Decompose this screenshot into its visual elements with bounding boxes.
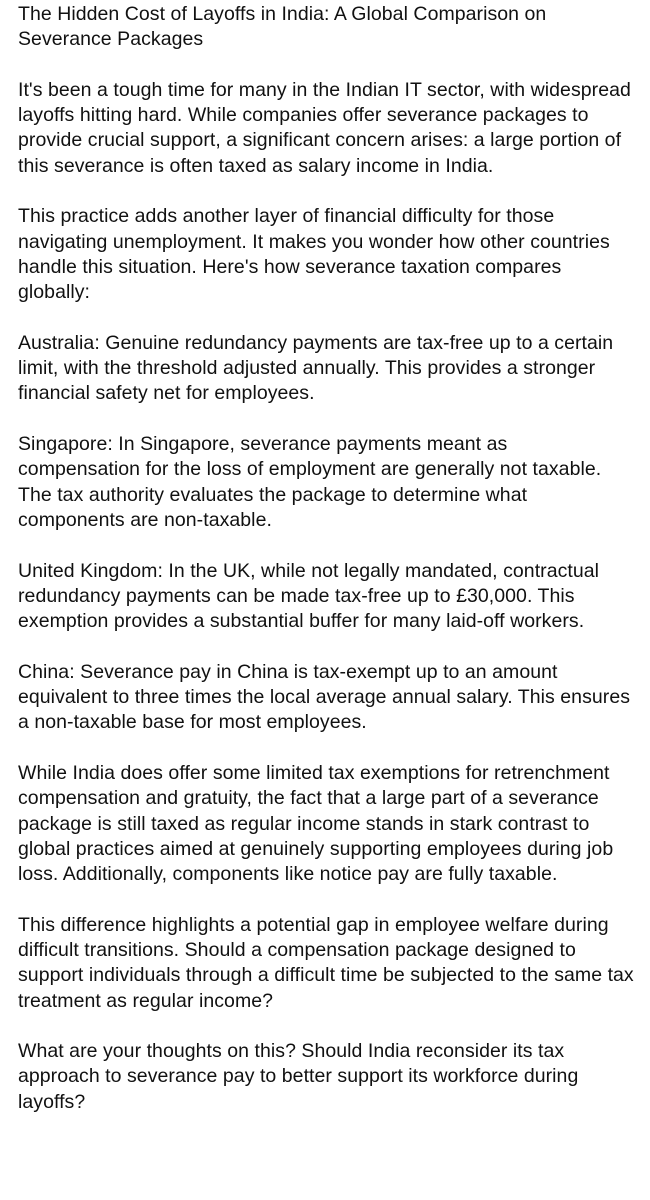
question-paragraph: What are your thoughts on this? Should India reconsider its tax approach to severance pay to better support its workforce during layoffs? [18,1040,579,1113]
india-paragraph: While India does offer some limited tax exemptions for retrenchment compensation and gratuity, the fact that a large part of a severance package is still taxed as regular income stands in stark contrast to global practices aimed at genuinely supporting employees during job loss. Additionally, components like notice pay are fully taxable. [18,761,614,886]
post-title: The Hidden Cost of Layoffs in India: A Global Comparison on Severance Packages [18,3,547,51]
uk-paragraph: United Kingdom: In the UK, while not legally mandated, contractual redundancy payments can be made tax-free up to £30,000. This exemption provides a substantial buffer for many laid-off workers. [18,559,600,633]
gap-paragraph: This difference highlights a potential gap in employee welfare during difficult transitions. Should a compensation package designed to support individuals through a difficult time be subjected to the same tax treatment as regular income? [18,913,634,1012]
context-paragraph: This practice adds another layer of financial difficulty for those navigating unemployment. It makes you wonder how other countries handle this situation. Here's how severance taxation compares globally: [18,205,610,304]
australia-paragraph: Australia: Genuine redundancy payments are tax-free up to a certain limit, with the threshold adjusted annually. This provides a stronger financial safety net for employees. [18,331,614,405]
singapore-paragraph: Singapore: In Singapore, severance payments meant as compensation for the loss of employment are generally not taxable. The tax authority evaluates the package to determine what components are non-taxable. [18,433,602,531]
post-body [18,2,634,1115]
china-paragraph: China: Severance pay in China is tax-exempt up to an amount equivalent to three times the local average annual salary. This ensures a non-taxable base for most employees. [18,660,631,734]
intro-paragraph: It's been a tough time for many in the Indian IT sector, with widespread layoffs hitting hard. While companies offer severance packages to provide crucial support, a significant concern arises: a large portion of this severance is often taxed as salary income in India. [18,78,631,177]
